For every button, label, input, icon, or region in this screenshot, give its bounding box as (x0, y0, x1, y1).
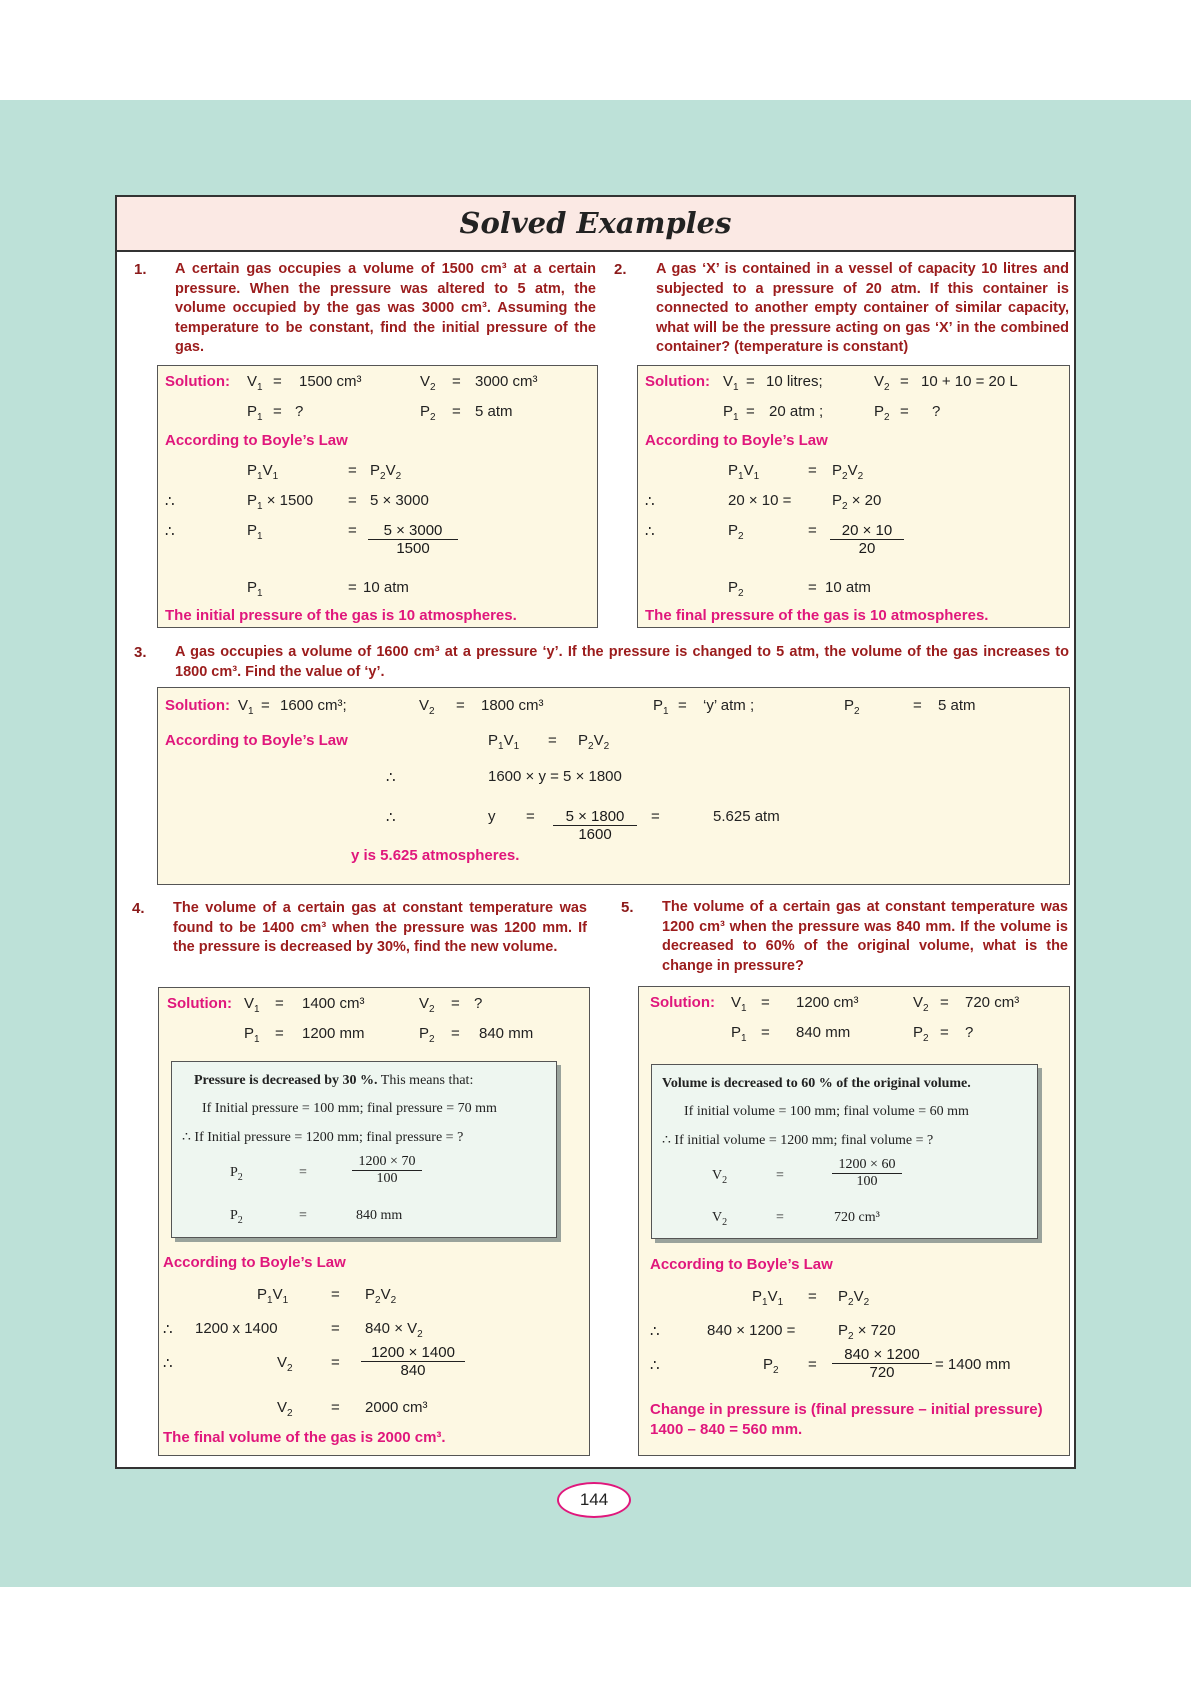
denominator: 1500 (396, 540, 430, 557)
equation-lhs: $P_1V_1$ (752, 1288, 784, 1308)
law-heading: According to Boyle’s Law (165, 432, 348, 449)
result-value: 720 cm³ (834, 1210, 880, 1225)
value-p2: ? (932, 403, 941, 420)
numerator: 5 × 1800 (553, 808, 637, 826)
value-v2: 10 + 10 = 20 L (921, 373, 1018, 390)
equals-sign: = (746, 403, 755, 420)
value-v1: 1400 cm³ (302, 995, 365, 1012)
equals-sign: = (348, 579, 357, 596)
denominator: 720 (869, 1364, 895, 1381)
value-v2: ? (474, 995, 483, 1012)
solution-label: Solution: (650, 994, 715, 1011)
equals-sign: = (348, 462, 357, 479)
equals-sign: = (331, 1286, 340, 1303)
question-text: The volume of a certain gas at constant temperature was 1200 cm³ when the pressure was 840 mm. If the volume is decreased to 60% of the original volume, what is the change in pressure? (662, 899, 1068, 974)
percentage-working-box (651, 1064, 1038, 1239)
solution-label: Solution: (165, 697, 230, 714)
equals-sign: = (808, 1356, 817, 1373)
answer-statement: The initial pressure of the gas is 10 atmospheres. (165, 607, 517, 624)
page-title: Solved Examples (459, 206, 732, 240)
solution-box (157, 365, 598, 628)
value-p2: 840 mm (479, 1025, 534, 1042)
variable-v1: $V_1$ (731, 994, 747, 1014)
equals-sign: = (940, 1024, 949, 1041)
variable-p1: $P_1$ (653, 697, 669, 717)
solution-label: Solution: (165, 373, 230, 390)
variable-p1: $P_1$ (723, 403, 739, 423)
inner-line: If initial volume = 100 mm; final volume = 60 mm (684, 1104, 969, 1119)
equals-sign: = (651, 808, 660, 825)
equation-rhs: $840 \times V_2$ (365, 1320, 423, 1340)
equals-sign: = (900, 373, 909, 390)
equals-sign: = (526, 808, 535, 825)
denominator: 100 (856, 1174, 878, 1189)
equals-sign: = (275, 995, 284, 1012)
equation-lhs: 20 × 10 = (728, 492, 792, 509)
value-v1: 1600 cm³; (280, 697, 347, 714)
answer-statement: The final pressure of the gas is 10 atmospheres. (645, 607, 989, 624)
variable-v2: $V_2$ (874, 373, 890, 393)
variable-v2: $V_2$ (419, 995, 435, 1015)
equation-lhs: $P_1 \times 1500$ (247, 492, 314, 512)
equals-sign: = (913, 697, 922, 714)
therefore-symbol: ∴ (645, 493, 655, 510)
result-value: 2000 cm³ (365, 1399, 428, 1416)
equals-sign: = (275, 1025, 284, 1042)
inner-heading: Pressure is decreased by 30 %. This means that: (194, 1073, 474, 1088)
variable-v2: $V_2$ (277, 1399, 293, 1419)
inner-line: ∴ If Initial pressure = 1200 mm; final pressure = ? (182, 1130, 464, 1145)
therefore-symbol: ∴ (165, 523, 175, 540)
answer-statement: 1400 – 840 = 560 mm. (650, 1421, 803, 1438)
value-p2: 5 atm (475, 403, 513, 420)
equation-rhs: $P_2V_2$ (838, 1288, 870, 1308)
page-number: 144 (557, 1482, 631, 1518)
equals-sign: = (331, 1399, 340, 1416)
result-value: 5.625 atm (713, 808, 780, 825)
equals-sign: = (299, 1208, 307, 1223)
result-value: 840 mm (356, 1208, 403, 1223)
therefore-symbol: ∴ (386, 809, 396, 826)
fraction (832, 1346, 932, 1381)
equation-rhs: $P_2 \times 20$ (832, 492, 882, 512)
variable-p1: $P_1$ (247, 403, 263, 423)
variable-v2: $V_2$ (277, 1354, 293, 1374)
variable-p1: $P_1$ (731, 1024, 747, 1044)
therefore-symbol: ∴ (165, 493, 175, 510)
equals-sign: = (900, 403, 909, 420)
value-p2: ? (965, 1024, 974, 1041)
variable-v2: $V_2$ (419, 697, 435, 717)
fraction (832, 1157, 902, 1190)
solution-box (158, 987, 590, 1456)
variable-p2: $P_2$ (230, 1165, 243, 1183)
therefore-symbol: ∴ (645, 523, 655, 540)
therefore-symbol: ∴ (163, 1321, 173, 1338)
percentage-working-box (171, 1061, 557, 1238)
equation-lhs: $P_1V_1$ (728, 462, 760, 482)
value-p1: 840 mm (796, 1024, 851, 1041)
equals-sign: = (299, 1165, 307, 1180)
value-v1: 1200 cm³ (796, 994, 859, 1011)
equation-line: 1600 × y = 5 × 1800 (488, 768, 622, 785)
solution-box (637, 365, 1070, 628)
equals-sign: = (776, 1210, 784, 1225)
value-v2: 1800 cm³ (481, 697, 544, 714)
equals-sign: = (761, 1024, 770, 1041)
equals-sign: = (746, 373, 755, 390)
equals-sign: = (940, 994, 949, 1011)
variable-p2: $P_2$ (230, 1208, 243, 1226)
equation-rhs: $P_2V_2$ (370, 462, 402, 482)
variable-v1: $V_1$ (238, 697, 254, 717)
equation-lhs: 1200 x 1400 (195, 1320, 278, 1337)
variable-p2: $P_2$ (728, 522, 744, 542)
variable-v2: $V_2$ (420, 373, 436, 393)
value-v1: 1500 cm³ (299, 373, 362, 390)
equation-lhs: 840 × 1200 = (707, 1322, 796, 1339)
therefore-symbol: ∴ (650, 1357, 660, 1374)
equals-sign: = (452, 373, 461, 390)
equation-rhs: $P_2V_2$ (578, 732, 610, 752)
fraction (352, 1154, 422, 1187)
variable-y: y (488, 808, 496, 825)
result-value: 10 atm (825, 579, 871, 596)
equals-sign: = (808, 1288, 817, 1305)
value-p1: 1200 mm (302, 1025, 365, 1042)
value-v2: 3000 cm³ (475, 373, 538, 390)
solution-label: Solution: (645, 373, 710, 390)
inner-line: If Initial pressure = 100 mm; final pressure = 70 mm (202, 1101, 497, 1116)
therefore-symbol: ∴ (163, 1355, 173, 1372)
numerator: 5 × 3000 (368, 522, 458, 540)
value-v1: 10 litres; (766, 373, 823, 390)
variable-p1: $P_1$ (244, 1025, 260, 1045)
numerator: 20 × 10 (830, 522, 904, 540)
equals-sign: = (808, 522, 817, 539)
fraction (553, 808, 637, 843)
denominator: 20 (858, 540, 876, 557)
variable-p2: $P_2$ (728, 579, 744, 599)
denominator: 840 (400, 1362, 426, 1379)
variable-p2: $P_2$ (913, 1024, 929, 1044)
equals-sign: = (273, 373, 282, 390)
law-heading: According to Boyle’s Law (163, 1254, 346, 1271)
variable-v1: $V_1$ (247, 373, 263, 393)
equals-sign: = (451, 1025, 460, 1042)
law-heading: According to Boyle’s Law (165, 732, 348, 749)
equation-lhs: $P_1V_1$ (488, 732, 520, 752)
equation-rhs: $P_2 \times 720$ (838, 1322, 896, 1342)
numerator: 1200 × 1400 (361, 1344, 465, 1362)
equals-sign: = (761, 994, 770, 1011)
question-number: 1. (134, 261, 147, 278)
numerator: 840 × 1200 (832, 1346, 932, 1364)
question-number: 5. (621, 899, 634, 916)
equation-lhs: $P_1V_1$ (247, 462, 279, 482)
equals-sign: = (331, 1354, 340, 1371)
therefore-symbol: ∴ (386, 769, 396, 786)
value-p1: ‘y’ atm ; (703, 697, 755, 714)
equals-sign: = (273, 403, 282, 420)
question-number: 2. (614, 261, 627, 278)
answer-statement: The final volume of the gas is 2000 cm³. (163, 1429, 446, 1446)
therefore-symbol: ∴ (650, 1323, 660, 1340)
question-text: A certain gas occupies a volume of 1500 cm³ at a certain pressure. When the pressure was altered to 5 atm, the volume occupied by the gas was 3000 cm³. Assuming the temperature to be constant, find the initial pressure of the gas. (175, 261, 596, 355)
equals-sign: = (348, 492, 357, 509)
variable-v2: $V_2$ (712, 1168, 728, 1186)
question-text: The volume of a certain gas at constant temperature was found to be 1400 cm³ when the pressure was 1200 mm. If the pressure is decreased by 30%, find the new volume. (173, 900, 587, 955)
variable-p2: $P_2$ (874, 403, 890, 423)
equals-sign: = (261, 697, 270, 714)
value-p1: 20 atm ; (769, 403, 824, 420)
result-value: = 1400 mm (935, 1356, 1011, 1373)
variable-p1: $P_1$ (247, 522, 263, 542)
equals-sign: = (348, 522, 357, 539)
equals-sign: = (776, 1168, 784, 1183)
equation-rhs: 5 × 3000 (370, 492, 429, 509)
equals-sign: = (808, 579, 817, 596)
inner-heading: Volume is decreased to 60 % of the original volume. (662, 1076, 971, 1091)
variable-v1: $V_1$ (723, 373, 739, 393)
variable-p2: $P_2$ (844, 697, 860, 717)
title-bar (117, 197, 1074, 252)
value-p2: 5 atm (938, 697, 976, 714)
answer-statement: Change in pressure is (final pressure – initial pressure) (650, 1401, 1043, 1418)
equals-sign: = (456, 697, 465, 714)
equals-sign: = (451, 995, 460, 1012)
solution-label: Solution: (167, 995, 232, 1012)
equals-sign: = (331, 1320, 340, 1337)
variable-p2: $P_2$ (420, 403, 436, 423)
variable-p1: $P_1$ (247, 579, 263, 599)
equation-rhs: $P_2V_2$ (365, 1286, 397, 1306)
variable-v2: $V_2$ (712, 1210, 728, 1228)
variable-p2: $P_2$ (763, 1356, 779, 1376)
variable-v1: $V_1$ (244, 995, 260, 1015)
question-text: A gas ‘X’ is contained in a vessel of capacity 10 litres and subjected to a pressure of 20 atm. If this container is connected to another empty container of similar capacity, what will be the pressure acting on gas ‘X’ in the combined container? (temperature is constant) (656, 261, 1069, 355)
fraction (361, 1344, 465, 1379)
numerator: 1200 × 60 (832, 1157, 902, 1174)
inner-line: ∴ If initial volume = 1200 mm; final volume = ? (662, 1133, 934, 1148)
question-number: 3. (134, 644, 147, 661)
question-number: 4. (132, 900, 145, 917)
denominator: 100 (376, 1171, 398, 1186)
fraction (368, 522, 458, 557)
variable-p2: $P_2$ (419, 1025, 435, 1045)
equals-sign: = (678, 697, 687, 714)
equation-lhs: $P_1V_1$ (257, 1286, 289, 1306)
law-heading: According to Boyle’s Law (650, 1256, 833, 1273)
equals-sign: = (808, 462, 817, 479)
value-v2: 720 cm³ (965, 994, 1020, 1011)
law-heading: According to Boyle’s Law (645, 432, 828, 449)
equals-sign: = (452, 403, 461, 420)
equals-sign: = (548, 732, 557, 749)
solution-box (638, 986, 1070, 1456)
variable-v2: $V_2$ (913, 994, 929, 1014)
solution-box (157, 687, 1070, 885)
value-p1: ? (295, 403, 304, 420)
numerator: 1200 × 70 (352, 1154, 422, 1171)
answer-statement: y is 5.625 atmospheres. (351, 847, 520, 864)
question-text: A gas occupies a volume of 1600 cm³ at a pressure ‘y’. If the pressure is changed to 5 atm, the volume of the gas increases to 1800 cm³. Find the value of ‘y’. (175, 644, 1069, 680)
result-value: 10 atm (363, 579, 409, 596)
equation-rhs: $P_2V_2$ (832, 462, 864, 482)
fraction (830, 522, 904, 557)
denominator: 1600 (578, 826, 612, 843)
solved-examples-panel (115, 195, 1076, 1469)
